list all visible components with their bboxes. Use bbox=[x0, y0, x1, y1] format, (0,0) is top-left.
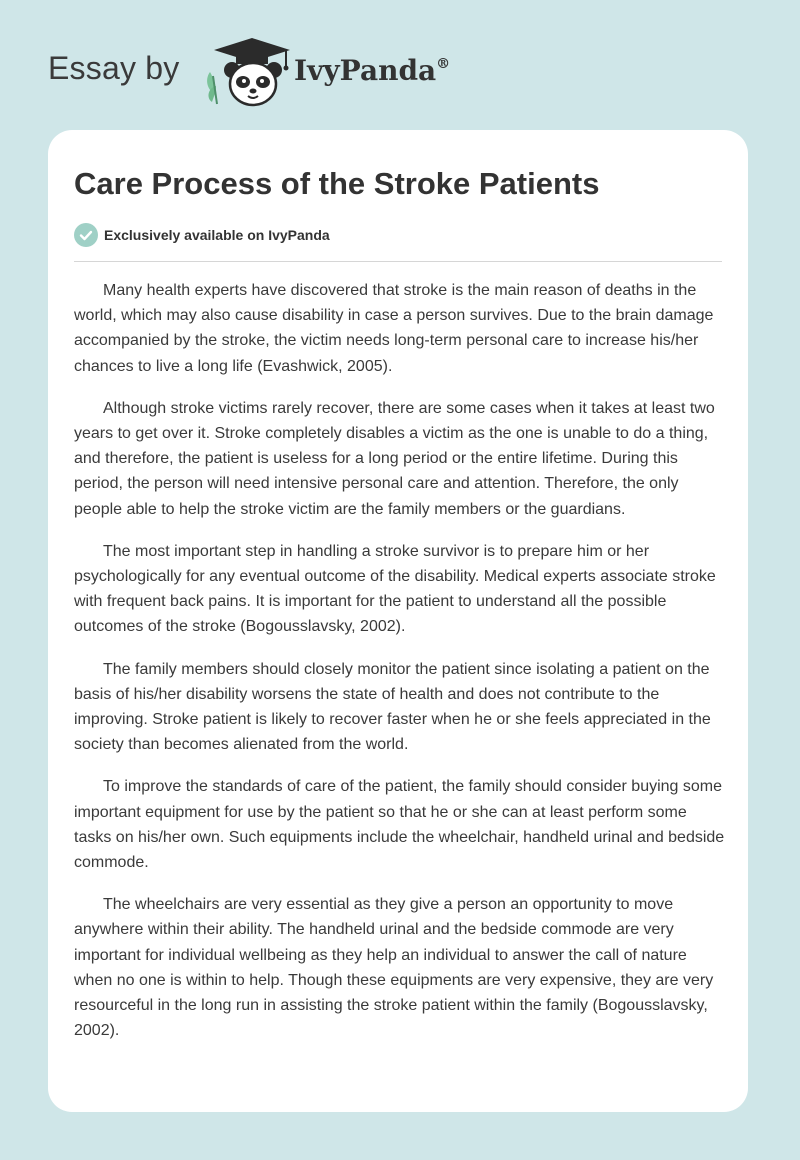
paragraph: To improve the standards of care of the patient, the family should consider buying some important equipment for use by the patient so that he or she can at least perform some tasks on his/her own. Such equipments include the wheelchair, handheld urinal and bedside commode. bbox=[74, 778, 725, 872]
panda-graduate-icon[interactable] bbox=[200, 36, 296, 108]
exclusive-badge bbox=[74, 222, 330, 248]
paragraph: Although stroke victims rarely recover, there are some cases when it takes at least two years to get over it. Stroke completely disables a victim as the one is unable to do a thing, and therefore, the patient is useless for a long period or the entire lifetime. During this period, the person will need intensive personal care and attention. Therefore, the only people able to help the stroke victim are the family members or the guardians. bbox=[74, 399, 715, 518]
divider bbox=[74, 261, 722, 262]
brand-logo-text[interactable]: IvyPanda® bbox=[294, 54, 451, 87]
paragraph: The wheelchairs are very essential as they give a person an opportunity to move anywhere within their ability. The handheld urinal and the bedside commode are very important for individual wellbeing as they help an individual to answer the call of nature when no one is within to help. Though these equipments are very expensive, they are very resourceful in the long run in assisting the stroke patient within the family (Bogousslavsky, 2002). bbox=[74, 896, 714, 1040]
paragraph: The family members should closely monitor the patient since isolating a patient on the basis of his/her disability worsens the state of health and does not contribute to the improving. Stroke patient is likely to recover faster when he or she feels appreciated in the society than becomes alienated from the world. bbox=[74, 660, 711, 754]
check-circle-icon bbox=[74, 223, 98, 247]
paragraph: Many health experts have discovered that stroke is the main reason of deaths in the world, which may also cause disability in case a person survives. Due to the brain damage accompanied by the stroke, the victim needs long-term personal care to increase his/her chances to live a long life (Evashwick, 2005). bbox=[74, 282, 714, 375]
page-title: Care Process of the Stroke Patients bbox=[74, 166, 600, 201]
essay-by-label: Essay by bbox=[48, 50, 180, 86]
exclusive-label: Exclusively available on IvyPanda bbox=[104, 227, 330, 243]
site-header bbox=[48, 36, 748, 108]
paragraph: The most important step in handling a stroke survivor is to prepare him or her psychologically for any eventual outcome of the disability. Medical experts associate stroke with frequent back pains. It is important for the patient to understand all the possible outcomes of the stroke (Bogousslavsky, 2002). bbox=[74, 542, 716, 636]
essay-card bbox=[48, 130, 748, 1112]
essay-body bbox=[74, 278, 726, 1060]
